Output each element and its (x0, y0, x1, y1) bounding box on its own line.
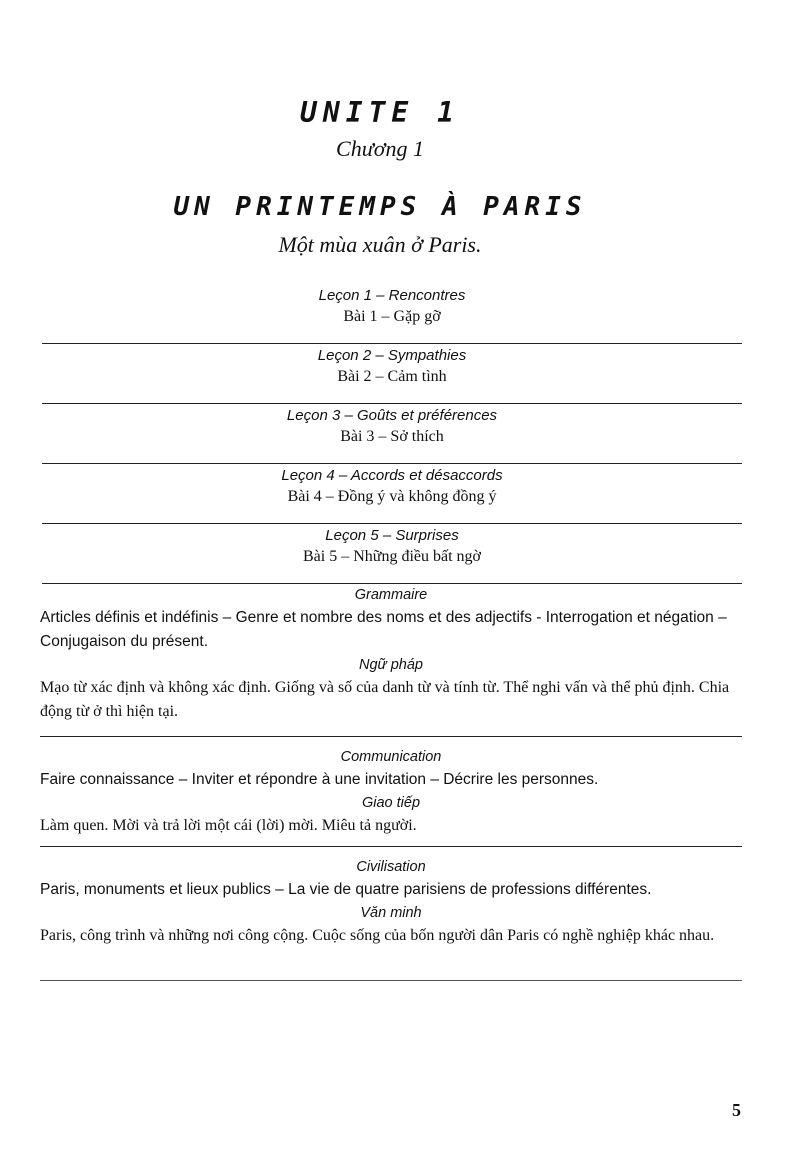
grammar-heading-fr: Grammaire (354, 587, 428, 603)
lesson-title-vi: Bài 1 – Gặp gỡ (343, 308, 441, 325)
grammar-heading-vi: Ngữ pháp (358, 657, 423, 673)
lesson-title-fr: Leçon 2 – Sympathies (317, 347, 467, 364)
lesson-list (42, 284, 742, 584)
section-subtitle: Một mùa xuân ở Paris. (278, 232, 482, 257)
lesson-title-fr: Leçon 5 – Surprises (325, 527, 459, 544)
civilisation-heading-vi: Văn minh (360, 905, 422, 921)
civilisation-text-fr: Paris, monuments et lieux publics – La vie de quatre parisiens de professions différentes. (40, 881, 652, 898)
communication-text-fr: Faire connaissance – Inviter et répondre à une invitation – Décrire les personnes. (40, 771, 599, 788)
lesson-item-4 (42, 464, 742, 524)
lesson-title-vi: Bài 4 – Đồng ý và không đồng ý (287, 488, 497, 505)
chapter-label: Chương 1 (336, 136, 424, 161)
unit-title: UNITE 1 (299, 96, 460, 129)
lesson-title-fr: Leçon 4 – Accords et désaccords (281, 467, 503, 484)
grammar-text-vi: Mạo từ xác định và không xác định. Giống và số của danh từ và tính từ. Thể nghi vấn và thể phủ định. Chia động từ ở thì hiện tại. (40, 679, 730, 720)
lesson-item-1 (42, 284, 742, 344)
lesson-title-fr: Leçon 3 – Goûts et préférences (286, 407, 498, 424)
lesson-item-2 (42, 344, 742, 404)
grammar-text-fr: Articles définis et indéfinis – Genre et nombre des noms et des adjectifs - Interrogation et négation – Conjugaison du présent. (40, 609, 727, 650)
communication-text-vi: Làm quen. Mời và trả lời một cái (lời) mời. Miêu tả người. (40, 817, 417, 834)
lesson-title-fr: Leçon 1 – Rencontres (318, 287, 466, 304)
page-number: 5 (732, 1100, 741, 1120)
lesson-item-5 (42, 524, 742, 584)
communication-section (40, 746, 742, 847)
section-title: UN PRINTEMPS À PARIS (173, 192, 587, 222)
civilisation-section (40, 856, 742, 981)
civilisation-text-vi: Paris, công trình và những nơi công cộng. Cuộc sống của bốn người dân Paris có nghề nghiệp khác nhau. (40, 927, 715, 944)
communication-heading-fr: Communication (340, 749, 442, 765)
lesson-title-vi: Bài 3 – Sở thích (340, 428, 444, 445)
grammar-section (40, 584, 742, 737)
civilisation-heading-fr: Civilisation (356, 859, 426, 875)
lesson-item-3 (42, 404, 742, 464)
lesson-title-vi: Bài 2 – Cảm tình (337, 368, 447, 385)
lesson-title-vi: Bài 5 – Những điều bất ngờ (303, 548, 481, 565)
communication-heading-vi: Giao tiếp (361, 795, 421, 811)
